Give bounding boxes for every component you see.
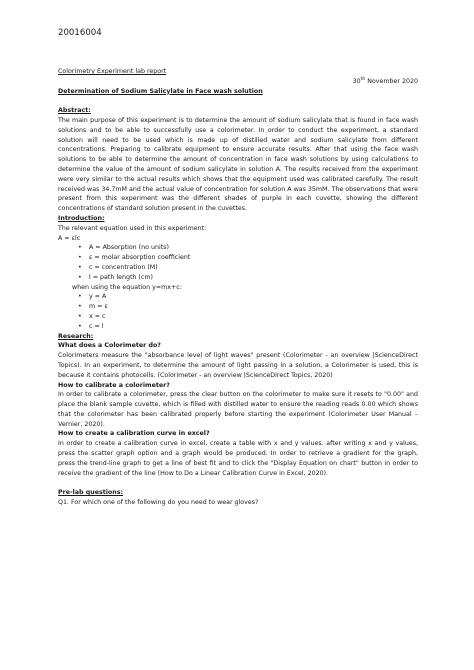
equation: A = εlc xyxy=(58,234,81,242)
report-title: Colorimetry Experiment lab report xyxy=(58,68,167,75)
date-suffix: th xyxy=(360,76,366,82)
report-date xyxy=(58,77,418,87)
report-subtitle: Determination of Sodium Salicylate in Face wash solution xyxy=(58,87,263,95)
list-item: • x = c xyxy=(78,312,418,322)
list-item: • A = Absorption (no units) xyxy=(78,243,418,253)
equation-mapping-list xyxy=(58,292,418,331)
date-day: 30 xyxy=(352,77,361,85)
abstract-heading: Abstract: xyxy=(58,107,91,115)
document-id: 20016004 xyxy=(58,28,102,38)
research-question-heading: How to create a calibration curve in excel? xyxy=(58,430,210,438)
list-item: • ε = molar absorption coefficient xyxy=(78,253,418,263)
prelab-question-1: Q1. For which one of the following do you need to wear gloves? xyxy=(58,499,259,507)
research-heading: Research: xyxy=(58,332,94,340)
list-item: • y = A xyxy=(78,292,418,302)
introduction-heading: Introduction: xyxy=(58,214,105,222)
research-question-heading: What does a Colorimeter do? xyxy=(58,342,161,350)
equation-terms-list xyxy=(58,243,418,282)
abstract-text: The main purpose of this experiment is to determine the amount of sodium salicylate that is found in face wash solutions and to be able to successfully use a colorimeter. In order to conduct the experiment, a standard solution will need to be used which is made up of distilled water and sodium salicylate from different concentrations. Preparing to calibrate equipment to ensure accurate results. After that using the face wash solutions to be able to determine the amount of concentration in face wash solutions by using calculations to determine the value of the amount of sodium salicylate in solution A. The results received from the experiment were very similar to the actual results which shows that the equipment used was calibrated carefully. The result received was 34.7mM and the actual value of concentration for solution A was 35mM. The observations that were present from this experiment was the different shades of purple in each cuvette, showing the different concentrations of standard solution present in the cuvettes. xyxy=(58,116,418,213)
prelab-heading: Pre-lab questions: xyxy=(58,489,123,497)
date-month-year: November 2020 xyxy=(365,77,418,85)
list-item: • m = ε xyxy=(78,302,418,312)
document-body xyxy=(58,67,418,508)
research-answer: In order to calibrate a colorimeter, press the clear button on the colorimeter to make sure it resets to "0.00" and place the blank sample cuvette, which is filled with distilled water to ensure the reading reads 0.00 which shows that the colorimeter has been calibrated properly before starting the experiment (Colorimeter User Manual – Vernier, 2020). xyxy=(58,391,418,428)
research-answer: Colorimeters measure the "absorbance level of light waves" present (Colorimeter - an overview |ScienceDirect Topics). In an experiment, to determine the amount of light passing in a solution, a Colorimeter is used, this is because it contains photocells. (Colorimeter - an overview |ScienceDirect Topics, 2020) xyxy=(58,352,418,379)
list-item: • c = concentration (M) xyxy=(78,263,418,273)
list-item: • l = path length (cm) xyxy=(78,273,418,283)
research-answer: In order to create a calibration curve in excel, create a table with x and y values. after writing x and y values, press the scatter graph option and a graph would be produced. In order to retrieve a gradient for the graph, press the trend-line graph to get a line of best fit and to click the "Display Equation on chart" button in order to receive the gradient of the line (How to Do a Linear Calibration Curve in Excel, 2020). xyxy=(58,440,418,477)
research-question-heading: How to calibrate a colorimeter? xyxy=(58,381,170,389)
introduction-line: The relevant equation used in this experiment: xyxy=(58,224,207,232)
list-item: • c = l xyxy=(78,322,418,332)
equation-mapping-intro: when using the equation y=mx+c: xyxy=(72,283,182,291)
